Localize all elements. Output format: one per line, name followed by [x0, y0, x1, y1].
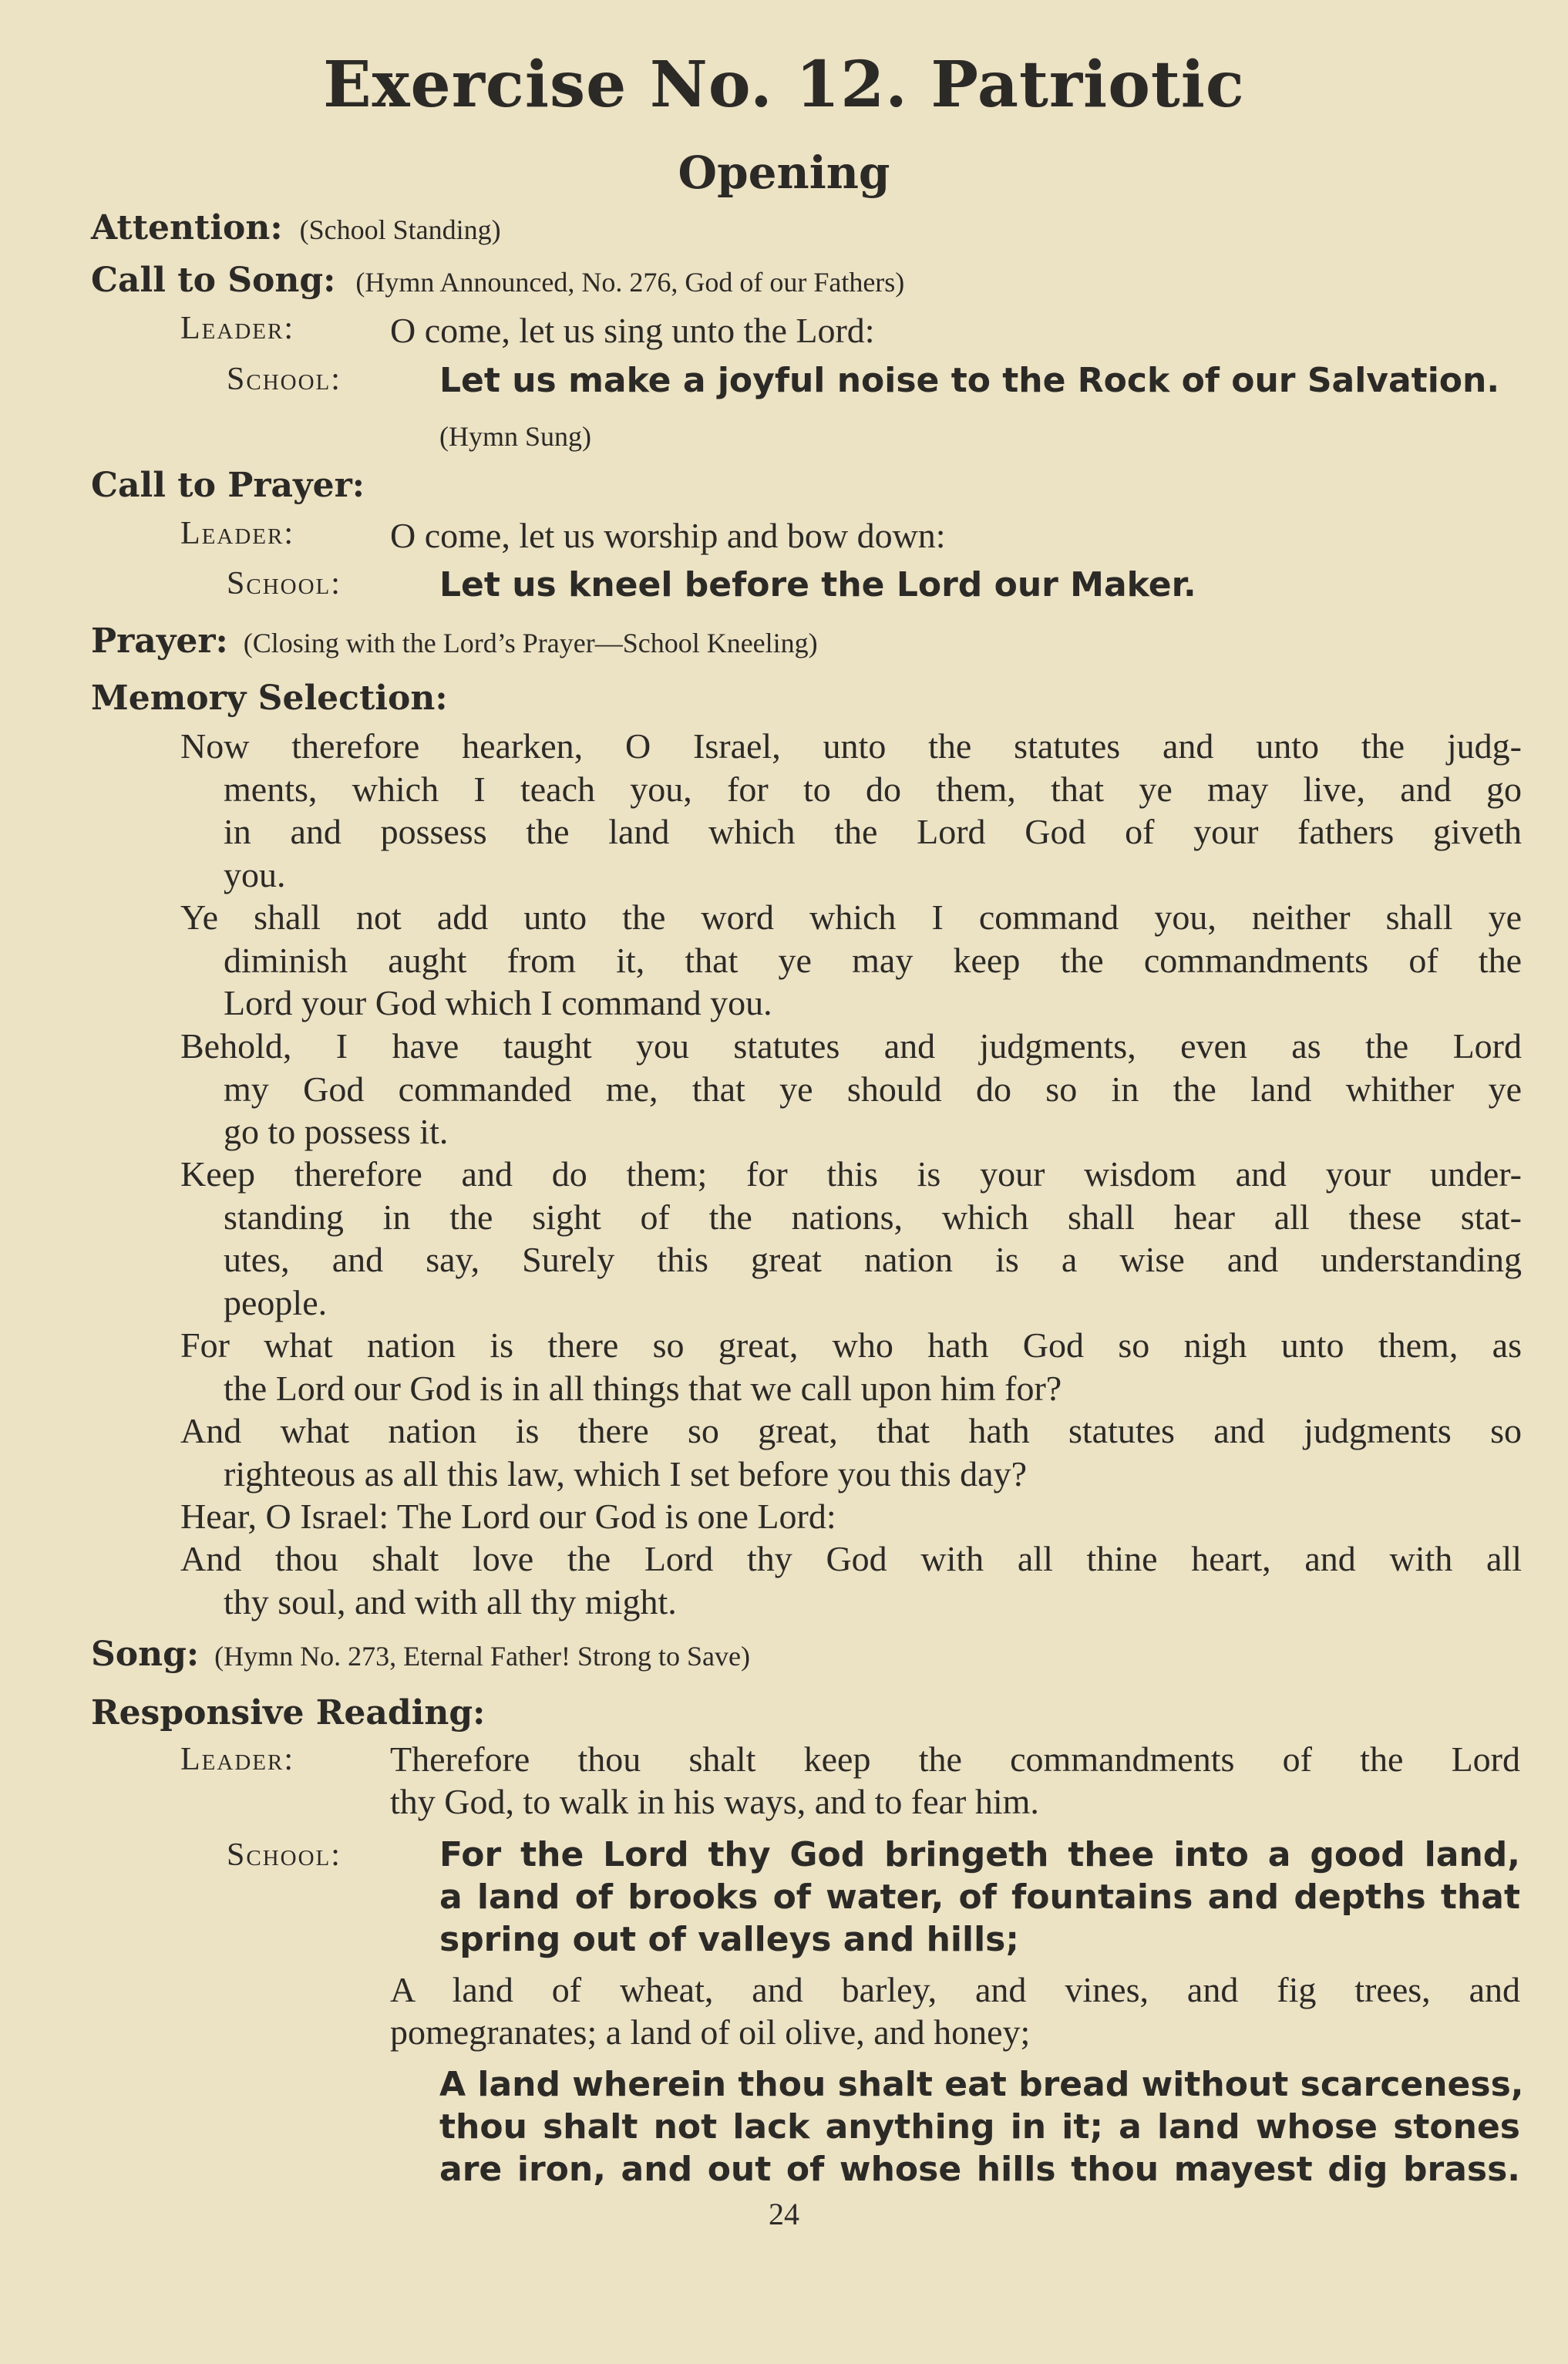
- prayer-heading: Prayer:: [91, 621, 228, 661]
- responsive-reading-heading: Responsive Reading:: [91, 1693, 486, 1733]
- leader-label: Leader:: [180, 1742, 294, 1777]
- text-line: thy God, to walk in his ways, and to fear him.: [390, 1782, 1039, 1821]
- call-to-song-school-text: Let us make a joyful noise to the Rock of our Salvation.: [439, 361, 1500, 400]
- call-to-song-note: (Hymn Announced, No. 276, God of our Fathers): [355, 267, 905, 298]
- memory-paragraph: [180, 1537, 1522, 1623]
- text-line: are iron, and out of whose hills thou mayest dig brass.: [439, 2150, 1520, 2189]
- attention-note: (School Standing): [299, 214, 501, 245]
- school-label: School:: [227, 1837, 342, 1873]
- section-subtitle: Opening: [678, 146, 890, 199]
- memory-paragraph: [180, 896, 1522, 1025]
- text-line: ments, which I teach you, for to do them, that ye may live, and go: [224, 769, 1522, 809]
- text-line: Ye shall not add unto the word which I command you, neither shall ye: [180, 897, 1522, 937]
- responsive-leader: [180, 1741, 294, 1778]
- text-line: diminish aught from it, that ye may keep the commandments of the: [224, 940, 1522, 980]
- responsive-school-text: [439, 1834, 1520, 1961]
- text-line: spring out of valleys and hills;: [439, 1920, 1019, 1959]
- text-line: utes, and say, Surely this great nation is a wise and understanding: [224, 1240, 1522, 1279]
- memory-paragraph: [180, 725, 1522, 896]
- prayer-note: (Closing with the Lord’s Prayer—School Kneeling): [243, 628, 818, 658]
- call-to-song-heading: Call to Song:: [91, 261, 336, 300]
- memory-paragraph: [180, 1153, 1522, 1324]
- responsive-leader2-text: [390, 1968, 1520, 2053]
- school-label: School:: [227, 362, 342, 397]
- call-to-song-line: [91, 261, 904, 300]
- text-line: For what nation is there so great, who hath God so nigh unto them, as: [180, 1325, 1522, 1365]
- text-line: A land wherein thou shalt eat bread without scarceness,: [439, 2065, 1524, 2104]
- school-label: School:: [227, 566, 342, 601]
- memory-paragraph: [180, 1495, 1522, 1538]
- song-heading: Song:: [91, 1635, 200, 1674]
- text-line: Hear, O Israel: The Lord our God is one Lord:: [180, 1497, 836, 1536]
- call-to-prayer-leader-text: O come, let us worship and bow down:: [390, 516, 946, 555]
- text-line: Lord your God which I command you.: [224, 983, 772, 1022]
- leader-label: Leader:: [180, 311, 294, 346]
- call-to-song-school: [227, 361, 342, 398]
- text-line: the Lord our God is in all things that we call upon him for?: [224, 1368, 1062, 1408]
- attention-line: [91, 208, 501, 248]
- text-line: And thou shalt love the Lord thy God with all thine heart, and with all: [180, 1539, 1522, 1578]
- text-line: For the Lord thy God bringeth thee into a good land,: [439, 1835, 1520, 1874]
- text-line: righteous as all this law, which I set before you this day?: [224, 1453, 1027, 1493]
- call-to-prayer-heading: Call to Prayer:: [91, 466, 365, 505]
- attention-heading: Attention:: [91, 208, 283, 248]
- text-line: a land of brooks of water, of fountains and depths that: [439, 1877, 1520, 1917]
- text-line: Keep therefore and do them; for this is your wisdom and your under-: [180, 1154, 1522, 1194]
- text-line: A land of wheat, and barley, and vines, and fig trees, and: [390, 1970, 1520, 2009]
- memory-paragraph: [180, 1409, 1522, 1495]
- call-to-prayer-school-text: Let us kneel before the Lord our Maker.: [439, 565, 1196, 604]
- text-line: thou shalt not lack anything in it; a land whose stones: [439, 2107, 1520, 2147]
- text-line: Therefore thou shalt keep the commandments of the Lord: [390, 1739, 1520, 1779]
- responsive-school2-text: [439, 2063, 1524, 2191]
- call-to-song-leader: [180, 310, 294, 347]
- memory-paragraph: [180, 1025, 1522, 1153]
- responsive-school: [227, 1837, 342, 1874]
- song-line: [91, 1635, 750, 1674]
- song-note: (Hymn No. 273, Eternal Father! Strong to Save): [214, 1641, 750, 1672]
- text-line: Now therefore hearken, O Israel, unto the statutes and unto the judg-: [180, 726, 1522, 766]
- memory-selection-heading: Memory Selection:: [91, 679, 448, 718]
- call-to-prayer-leader: [180, 515, 294, 552]
- text-line: thy soul, and with all thy might.: [224, 1581, 677, 1621]
- text-line: in and possess the land which the Lord God of your fathers giveth: [224, 812, 1522, 851]
- text-line: my God commanded me, that ye should do so in the land whither ye: [224, 1069, 1522, 1109]
- responsive-leader-text: [390, 1738, 1520, 1823]
- text-line: And what nation is there so great, that hath statutes and judgments so: [180, 1411, 1522, 1450]
- text-line: Behold, I have taught you statutes and judgments, even as the Lord: [180, 1026, 1522, 1066]
- text-line: pomegranates; a land of oil olive, and honey;: [390, 2012, 1031, 2052]
- call-to-prayer-school: [227, 565, 342, 602]
- page-number: 24: [769, 2197, 799, 2231]
- text-line: standing in the sight of the nations, which shall hear all these stat-: [224, 1197, 1522, 1237]
- page-title: Exercise No. 12. Patriotic: [323, 48, 1245, 122]
- text-line: people.: [224, 1282, 328, 1322]
- memory-paragraph: [180, 1324, 1522, 1409]
- hymn-sung-note: (Hymn Sung): [439, 421, 591, 452]
- text-line: go to possess it.: [224, 1112, 449, 1151]
- text-line: you.: [224, 854, 286, 894]
- prayer-line: [91, 621, 818, 661]
- leader-label: Leader:: [180, 516, 294, 551]
- call-to-song-leader-text: O come, let us sing unto the Lord:: [390, 311, 875, 350]
